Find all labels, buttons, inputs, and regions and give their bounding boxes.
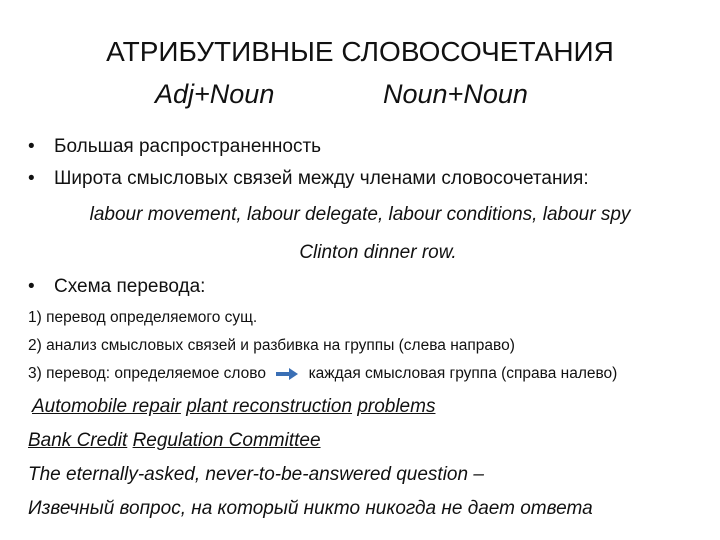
- right-arrow-icon: [276, 368, 298, 380]
- bullet-marker: •: [28, 136, 35, 157]
- example-line: Clinton dinner row.: [299, 242, 457, 263]
- example-line: labour movement, labour delegate, labour conditions, labour spy: [89, 204, 631, 225]
- phrase-group: Bank Credit: [28, 430, 128, 451]
- example-phrase: [28, 428, 321, 454]
- bullet-item: [28, 166, 589, 192]
- translation-step: 2) анализ смысловых связей и разбивка на группы (слева направо): [28, 337, 515, 354]
- phrase-group: Regulation Committee: [132, 430, 321, 451]
- step-text: 3) перевод: определяемое слово: [28, 365, 266, 382]
- phrase-group: plant reconstruction: [186, 396, 353, 417]
- bullet-text: Схема перевода:: [54, 276, 206, 297]
- bullet-item: [28, 274, 205, 300]
- bullet-text: Большая распространенность: [54, 136, 322, 157]
- bullet-text: Широта смысловых связей между членами словосочетания:: [54, 168, 589, 189]
- step-text: каждая смысловая группа (справа налево): [308, 365, 618, 382]
- slide-title: АТРИБУТИВНЫЕ СЛОВОСОЧЕТАНИЯ: [106, 36, 614, 67]
- phrase-group: Automobile repair: [32, 396, 181, 417]
- translation-step: 1) перевод определяемого сущ.: [28, 309, 258, 326]
- bullet-marker: •: [28, 276, 35, 297]
- example-phrase: [32, 394, 435, 420]
- example-translation: Извечный вопрос, на который никто никогда не дает ответа: [28, 498, 593, 519]
- bullet-item: [28, 134, 321, 160]
- example-phrase: The eternally-asked, never-to-be-answered question –: [28, 464, 484, 485]
- translation-step: [28, 364, 617, 384]
- bullet-marker: •: [28, 168, 35, 189]
- phrase-group: problems: [357, 396, 436, 417]
- subtitle-noun-noun: Noun+Noun: [383, 79, 528, 109]
- subtitle-adj-noun: Adj+Noun: [155, 79, 275, 109]
